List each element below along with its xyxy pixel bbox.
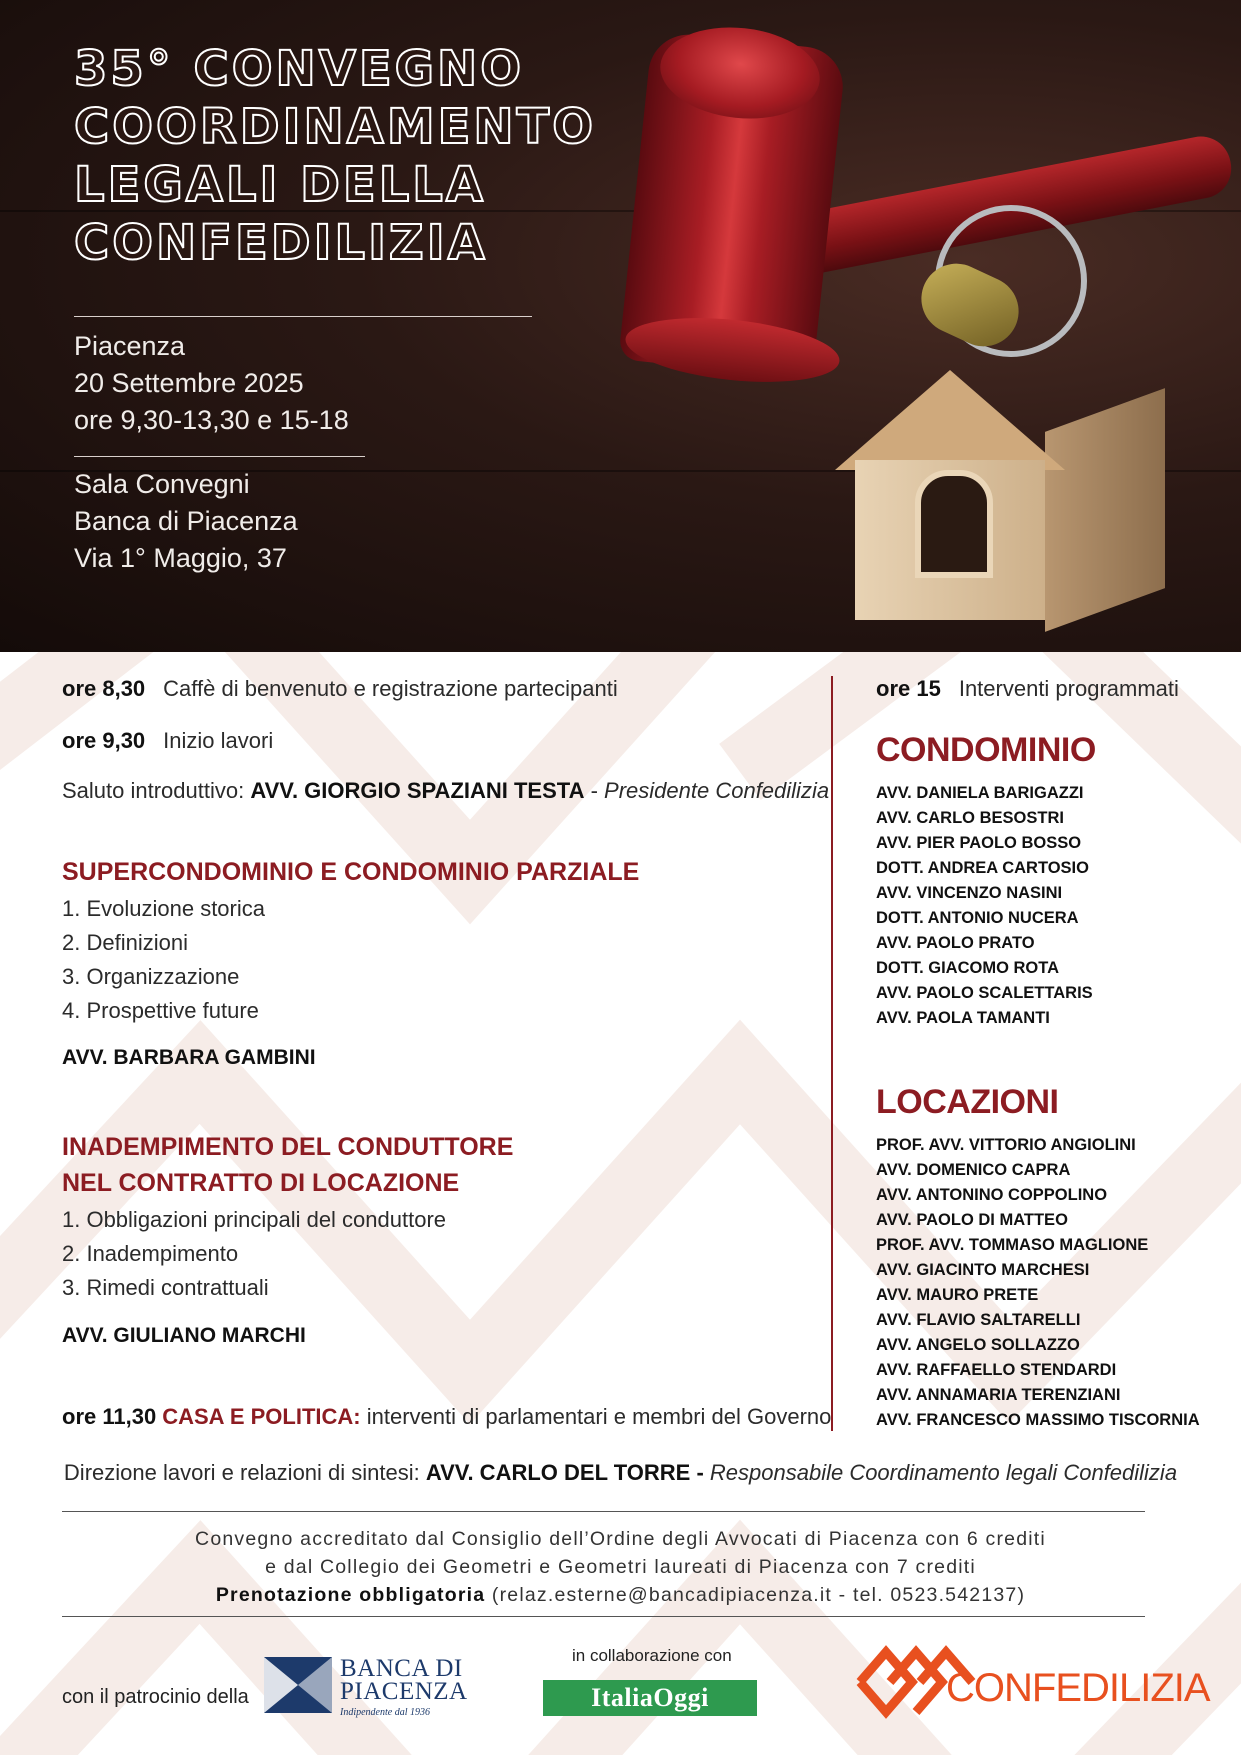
speaker-name: AVV. PAOLO PRATO [876, 934, 1035, 952]
speaker-name: DOTT. GIACOMO ROTA [876, 959, 1060, 977]
speaker-name: DOTT. ANDREA CARTOSIO [876, 859, 1089, 877]
direction-line [0, 1460, 1241, 1486]
greeting-role: Presidente Confedilizia [604, 778, 830, 803]
greeting-label: Saluto introduttivo: [62, 778, 245, 803]
event-title [74, 40, 596, 272]
speaker-name: AVV. FRANCESCO MASSIMO TISCORNIA [876, 1411, 1200, 1429]
speaker-name: AVV. DOMENICO CAPRA [876, 1161, 1071, 1179]
agenda-politics [62, 1404, 831, 1430]
agenda-time: ore 9,30 [62, 728, 146, 753]
speaker-name: AVV. MAURO PRETE [876, 1286, 1039, 1304]
session-speaker: AVV. GIULIANO MARCHI [62, 1324, 306, 1347]
session-item: 4. Prospettive future [62, 998, 259, 1023]
speaker-name: AVV. CARLO BESOSTRI [876, 809, 1064, 827]
italiaoggi-logo: ItaliaOggi [543, 1680, 757, 1716]
speaker-name: AVV. ANTONINO COPPOLINO [876, 1186, 1108, 1204]
title-line: LEGALI DELLA [74, 157, 487, 213]
accreditation-line: e dal Collegio dei Geometri e Geometri laureati di Piacenza con 7 crediti [265, 1556, 976, 1578]
agenda-text: Inizio lavori [163, 728, 274, 753]
accreditation-line: Convegno accreditato dal Consiglio dell’Ordine degli Avvocati di Piacenza con 6 crediti [195, 1528, 1046, 1550]
speaker-name: AVV. PIER PAOLO BOSSO [876, 834, 1082, 852]
session-item: 3. Rimedi contrattuali [62, 1275, 269, 1300]
bank-name-line: PIACENZA [340, 1678, 468, 1705]
bank-name-line: BANCA DI [340, 1655, 463, 1682]
event-city: Piacenza [74, 331, 186, 361]
event-date-block [74, 328, 349, 439]
speaker-name: AVV. GIACINTO MARCHESI [876, 1261, 1090, 1279]
collaboration-label: in collaborazione con [572, 1646, 732, 1665]
venue-bank: Banca di Piacenza [74, 506, 298, 536]
booking-line [0, 1581, 1241, 1609]
title-line: COORDINAMENTO [74, 99, 597, 155]
agenda-greeting [62, 778, 829, 804]
section-divider [62, 1511, 1145, 1512]
agenda-welcome [62, 676, 618, 702]
speaker-name: AVV. DANIELA BARIGAZZI [876, 784, 1084, 802]
session-speaker: AVV. BARBARA GAMBINI [62, 1046, 316, 1069]
accreditation-block [0, 1525, 1241, 1609]
event-hours: ore 9,30-13,30 e 15-18 [74, 405, 349, 435]
section-divider [62, 1616, 1145, 1617]
event-date: 20 Settembre 2025 [74, 368, 304, 398]
speaker-name: AVV. FLAVIO SALTARELLI [876, 1311, 1081, 1329]
speaker-name: PROF. AVV. VITTORIO ANGIOLINI [876, 1136, 1136, 1154]
event-venue-block [74, 466, 298, 577]
agenda-time: ore 15 [876, 676, 941, 701]
condominio-speakers-list [876, 781, 1093, 1031]
speaker-name: AVV. PAOLO SCALETTARIS [876, 984, 1093, 1002]
venue-address: Via 1° Maggio, 37 [74, 543, 287, 573]
title-divider [74, 316, 532, 317]
session-item: 1. Evoluzione storica [62, 896, 265, 921]
patronage-label: con il patrocinio della [62, 1686, 249, 1708]
hero-banner [0, 0, 1241, 652]
house-illustration [855, 370, 1065, 600]
confedilizia-name: CONFEDILIZIA [946, 1666, 1210, 1710]
bank-tagline: Indipendente dal 1936 [340, 1707, 430, 1718]
agenda-text: interventi di parlamentari e membri del Governo [360, 1404, 832, 1429]
agenda-start [62, 728, 273, 754]
direction-label: Direzione lavori e relazioni di sintesi: [63, 1460, 420, 1485]
direction-speaker: AVV. CARLO DEL TORRE - [425, 1460, 704, 1485]
speaker-name: AVV. ANNAMARIA TERENZIANI [876, 1386, 1121, 1404]
speaker-name: AVV. PAOLA TAMANTI [876, 1009, 1050, 1027]
agenda-text: Interventi programmati [958, 676, 1179, 701]
confedilizia-logo [856, 1642, 1210, 1722]
agenda-afternoon [876, 676, 1179, 702]
house-roof [835, 370, 1065, 470]
speaker-name: AVV. ANGELO SOLLAZZO [876, 1336, 1080, 1354]
bank-emblem-icon [264, 1657, 332, 1713]
category-title: CONDOMINIO [876, 731, 1096, 769]
column-divider [831, 676, 833, 1431]
speaker-name: DOTT. ANTONIO NUCERA [876, 909, 1079, 927]
agenda-text: Caffè di benvenuto e registrazione partecipanti [163, 676, 618, 701]
bank-name [340, 1657, 468, 1703]
date-divider [74, 456, 365, 457]
banca-di-piacenza-logo [264, 1657, 474, 1719]
speaker-name: AVV. RAFFAELLO STENDARDI [876, 1361, 1117, 1379]
title-line: CONFEDILIZIA [74, 215, 488, 271]
booking-label: Prenotazione obbligatoria [215, 1584, 486, 1606]
agenda-time: ore 11,30 [62, 1404, 157, 1429]
locazioni-speakers-list [876, 1133, 1200, 1433]
session-item: 2. Inadempimento [62, 1241, 239, 1266]
agenda-time: ore 8,30 [62, 676, 146, 701]
category-title: LOCAZIONI [876, 1083, 1059, 1121]
session-title: INADEMPIMENTO DEL CONDUTTORE [62, 1133, 514, 1161]
politics-title: CASA E POLITICA: [162, 1404, 361, 1429]
venue-room: Sala Convegni [74, 469, 250, 499]
booking-contact: (relaz.esterne@bancadipiacenza.it - tel. 0523.542137) [485, 1584, 1026, 1606]
session-title: NEL CONTRATTO DI LOCAZIONE [62, 1169, 460, 1197]
session-title: SUPERCONDOMINIO E CONDOMINIO PARZIALE [62, 858, 640, 886]
title-line: 35° CONVEGNO [74, 41, 525, 97]
direction-role: Responsabile Coordinamento legali Confedilizia [709, 1460, 1178, 1485]
speaker-name: AVV. PAOLO DI MATTEO [876, 1211, 1068, 1229]
speaker-name: AVV. VINCENZO NASINI [876, 884, 1063, 902]
greeting-dash: - [584, 778, 605, 803]
session-item: 1. Obbligazioni principali del conduttore [62, 1207, 447, 1232]
house-window [915, 470, 993, 578]
session-item: 3. Organizzazione [62, 964, 240, 989]
session-item: 2. Definizioni [62, 930, 188, 955]
greeting-speaker: AVV. GIORGIO SPAZIANI TESTA [250, 778, 585, 803]
speaker-name: PROF. AVV. TOMMASO MAGLIONE [876, 1236, 1149, 1254]
